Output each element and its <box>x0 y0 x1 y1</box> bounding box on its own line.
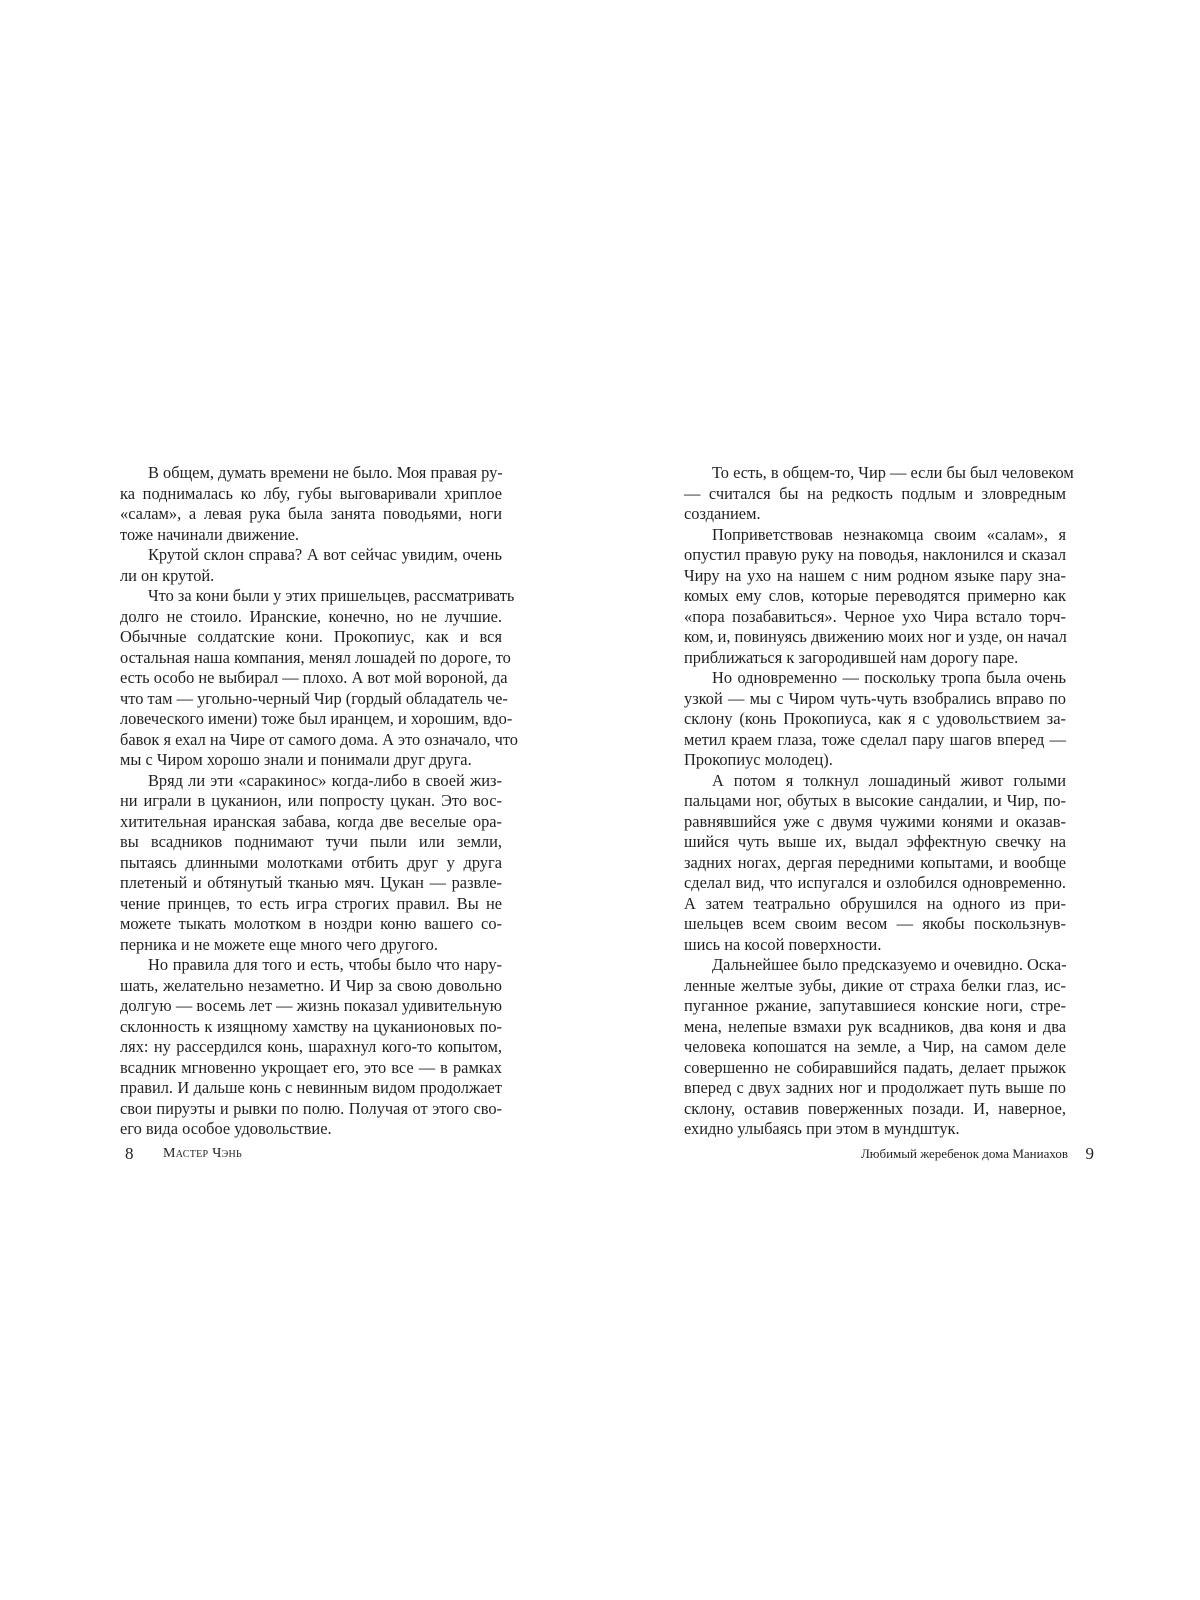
text-line: склону, оставив поверженных позади. И, наверное, <box>684 1098 1066 1118</box>
text-line: Поприветствовав незнакомца своим «салам», я <box>712 524 1066 544</box>
text-line: ком, и, повинуясь движению моих ног и узде, он начал <box>684 627 1067 646</box>
text-line: мы с Чиром хорошо знали и понимали друг друга. <box>120 750 472 769</box>
left-running-head: Мастер Чэнь <box>163 1146 243 1161</box>
right-text-block <box>684 463 1074 1140</box>
text-line: вперед с двух задних ног и продолжает путь выше по <box>684 1078 1066 1097</box>
text-line: вы всадников поднимают тучи пыли или земли, <box>120 832 502 851</box>
paragraph <box>684 668 1066 771</box>
text-line: долго не стоило. Иранские, конечно, но не лучшие. <box>120 606 502 626</box>
text-line: «пора позабавиться». Черное ухо Чира встало торч- <box>684 606 1066 626</box>
text-line: Что за кони были у этих пришельцев, рассматривать <box>148 586 515 605</box>
text-line: шийся чуть выше их, выдал эффектную свечку на <box>684 832 1066 851</box>
text-line: пальцами ног, обутых в высокие сандалии, и Чир, по- <box>684 791 1066 810</box>
paragraph <box>684 525 1066 669</box>
paragraph <box>684 771 1066 956</box>
right-page <box>600 0 1200 1600</box>
text-line: Но одновременно — поскольку тропа была очень <box>712 668 1066 687</box>
text-line: задних ногах, дергая передними копытами, и вообще <box>684 852 1066 872</box>
text-line: ловеческого имени) тоже был иранцем, и хорошим, вдо- <box>120 709 513 728</box>
text-line: пытаясь длинными молотками отбить друг у друга <box>120 852 502 872</box>
text-line: Вряд ли эти «саракинос» когда-либо в своей жиз- <box>148 770 502 790</box>
text-line: его вида особое удовольствие. <box>120 1119 332 1138</box>
text-line: ни играли в цуканион, или попросту цукан. Это вос- <box>120 791 502 810</box>
paragraph <box>120 463 502 545</box>
text-line: А затем театрально обрушился на одного из при- <box>684 893 1066 913</box>
text-line: тоже начинали движение. <box>120 524 300 544</box>
text-line: перника и не можете еще много чего другого. <box>120 934 438 954</box>
text-line: пуганное ржание, запутавшиеся конские ноги, стре- <box>684 996 1066 1015</box>
text-line: равнявшийся уже с двумя чужими конями и оказав- <box>684 811 1066 831</box>
text-line: остальная наша компания, менял лошадей по дороге, то <box>120 647 511 667</box>
text-line: — считался бы на редкость подлым и зловредным <box>684 483 1066 503</box>
text-line: есть особо не выбирал — плохо. А вот мой вороной, да <box>120 668 508 687</box>
text-line: шельцев всем своим весом — якобы поскользнув- <box>684 914 1066 933</box>
paragraph <box>120 955 502 1140</box>
text-line: узкой — мы с Чиром чуть-чуть взобрались вправо по <box>684 688 1066 708</box>
text-line: сделал вид, что испугался и озлобился одновременно. <box>684 873 1066 892</box>
right-running-head: Любимый жеребенок дома Маниахов <box>860 1146 1068 1161</box>
text-line: мена, нелепые взмахи рук всадников, два коня и два <box>684 1016 1066 1036</box>
text-line: шись на косой поверхности. <box>684 934 882 954</box>
text-line: долгую — восемь лет — жизнь показал удивительную <box>120 996 502 1015</box>
text-line: «салам», а левая рука была занята поводьями, ноги <box>120 504 502 523</box>
text-line: бавок я ехал на Чире от самого дома. А это означало, что <box>120 729 519 749</box>
text-line: Но правила для того и есть, чтобы было что нару- <box>148 955 502 974</box>
text-line: приближаться к загородившей нам дорогу паре. <box>684 647 1019 667</box>
text-line: всадник мгновенно укрощает его, это все — в рамках <box>120 1057 502 1077</box>
paragraph <box>684 463 1074 525</box>
text-line: хитительная иранская забава, когда две веселые ора- <box>120 811 502 831</box>
paragraph <box>120 586 519 771</box>
text-line: Прокопиус молодец). <box>684 750 833 769</box>
text-line: Чиру на ухо на нашем с ним родном языке пару зна- <box>684 565 1066 585</box>
text-line: Крутой склон справа? А вот сейчас увидим, очень <box>148 545 502 564</box>
text-line: чение принцев, то есть игра строгих правил. Вы не <box>120 893 502 913</box>
text-line: склону (конь Прокопиуса, как я с удовольствием за- <box>684 709 1066 728</box>
text-line: ленные желтые зубы, дикие от страха белки глаз, ис- <box>684 975 1066 995</box>
text-line: метил краем глаза, тоже сделал пару шагов вперед — <box>684 729 1066 749</box>
text-line: созданием. <box>684 504 761 523</box>
text-line: шать, желательно незаметно. И Чир за свою довольно <box>120 975 502 995</box>
text-line: человека копошатся на земле, а Чир, на самом деле <box>684 1037 1066 1056</box>
text-line: свои пируэты и рывки по полю. Получая от этого сво- <box>120 1098 502 1118</box>
text-line: ехидно улыбаясь при этом в мундштук. <box>684 1119 960 1138</box>
text-line: правил. И дальше конь с невинным видом продолжает <box>120 1078 502 1097</box>
paragraph <box>684 955 1066 1140</box>
text-line: что там — угольно-черный Чир (гордый обладатель че- <box>120 688 508 708</box>
text-line: склонность к изящному хамству на цуканионовых по- <box>120 1016 502 1036</box>
text-line: То есть, в общем-то, Чир — если бы был человеком <box>712 463 1074 482</box>
paragraph <box>120 545 502 586</box>
text-line: Обычные солдатские кони. Прокопиус, как и вся <box>120 627 502 646</box>
text-line: Дальнейшее было предсказуемо и очевидно. Оска- <box>712 955 1067 974</box>
text-line: совершенно не собиравшийся падать, делает прыжок <box>684 1057 1066 1077</box>
text-line: А потом я толкнул лошадиный живот голыми <box>712 770 1066 790</box>
text-line: ли он крутой. <box>120 565 215 585</box>
paragraph <box>120 771 502 956</box>
left-page-number: 8 <box>125 1144 134 1163</box>
text-line: комых ему слов, которые переводятся примерно как <box>684 586 1066 605</box>
text-line: опустил правую руку на поводья, наклонился и сказал <box>684 545 1066 564</box>
left-text-block <box>120 463 519 1140</box>
text-line: В общем, думать времени не было. Моя правая ру- <box>148 463 503 482</box>
text-line: лях: ну рассердился конь, шарахнул кого-то копытом, <box>120 1037 502 1056</box>
text-line: можете тыкать молотком в ноздри коню вашего со- <box>120 914 502 933</box>
text-line: ка поднималась ко лбу, губы выговаривали хриплое <box>120 483 502 503</box>
text-line: плетеный и обтянутый тканью мяч. Цукан — развле- <box>120 873 502 892</box>
right-page-number: 9 <box>1085 1144 1094 1163</box>
